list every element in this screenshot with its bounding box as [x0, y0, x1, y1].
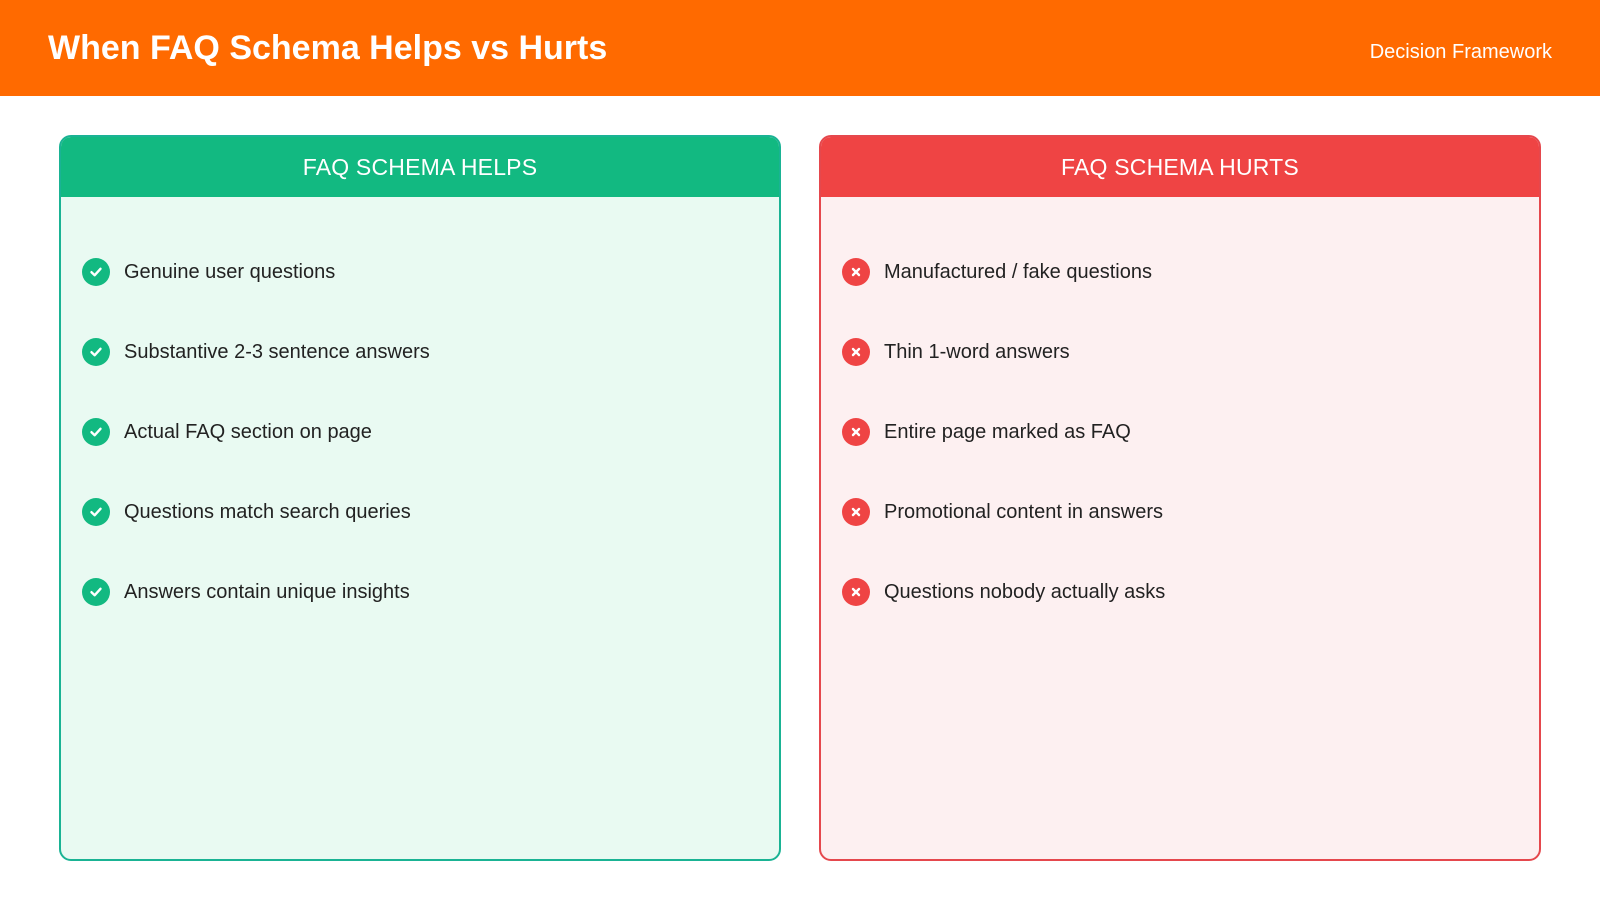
check-circle-icon — [82, 338, 110, 366]
helps-panel — [59, 135, 781, 861]
x-circle-icon — [842, 418, 870, 446]
page-subtitle: Decision Framework — [1369, 41, 1552, 63]
hurts-panel — [819, 135, 1541, 861]
x-circle-icon — [842, 338, 870, 366]
helps-item-label: Substantive 2-3 sentence answers — [124, 340, 430, 363]
hurts-item-label: Questions nobody actually asks — [884, 580, 1166, 603]
check-circle-icon — [82, 418, 110, 446]
x-circle-icon — [842, 498, 870, 526]
hurts-item-label: Manufactured / fake questions — [884, 260, 1152, 283]
page-title: When FAQ Schema Helps vs Hurts — [48, 29, 608, 67]
hurts-list-item — [842, 232, 1539, 312]
check-circle-icon — [82, 578, 110, 606]
hurts-list-item — [842, 552, 1539, 632]
hurts-list-item — [842, 312, 1539, 392]
hurts-panel-title: FAQ SCHEMA HURTS — [821, 137, 1539, 197]
x-circle-icon — [842, 258, 870, 286]
helps-list-item — [82, 472, 779, 552]
helps-item-label: Answers contain unique insights — [124, 580, 410, 603]
helps-list-item — [82, 392, 779, 472]
helps-panel-title: FAQ SCHEMA HELPS — [61, 137, 779, 197]
helps-list — [61, 197, 779, 632]
hurts-item-label: Promotional content in answers — [884, 500, 1164, 523]
hurts-item-label: Entire page marked as FAQ — [884, 420, 1131, 443]
header-bar — [0, 0, 1600, 96]
check-circle-icon — [82, 258, 110, 286]
hurts-list-item — [842, 392, 1539, 472]
hurts-list — [821, 197, 1539, 632]
x-circle-icon — [842, 578, 870, 606]
hurts-item-label: Thin 1-word answers — [884, 340, 1070, 363]
helps-item-label: Actual FAQ section on page — [124, 420, 372, 443]
helps-item-label: Genuine user questions — [124, 260, 336, 283]
helps-list-item — [82, 232, 779, 312]
helps-item-label: Questions match search queries — [124, 500, 411, 523]
helps-list-item — [82, 552, 779, 632]
check-circle-icon — [82, 498, 110, 526]
helps-list-item — [82, 312, 779, 392]
hurts-list-item — [842, 472, 1539, 552]
